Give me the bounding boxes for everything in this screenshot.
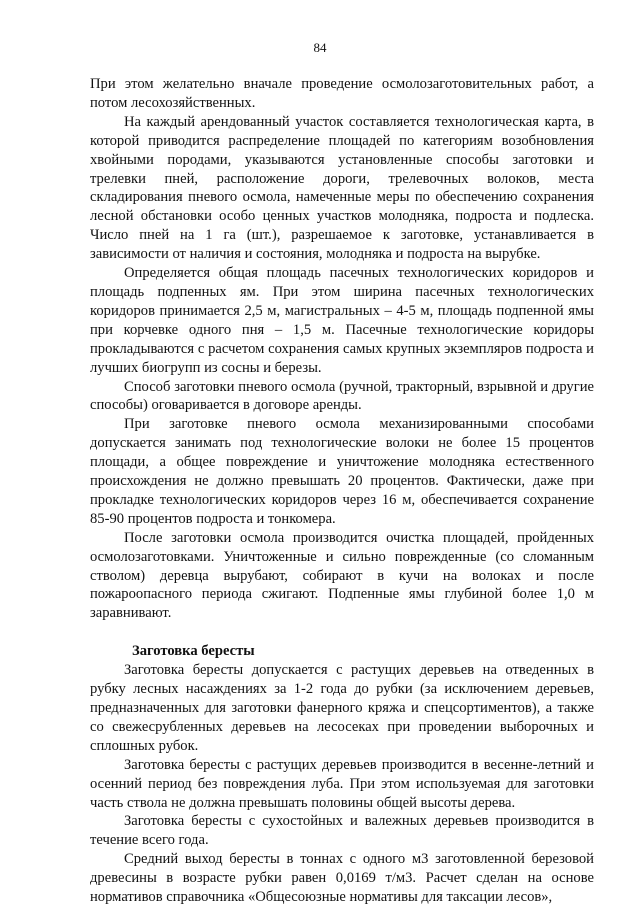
section-heading: Заготовка бересты	[132, 643, 255, 660]
paragraph: Способ заготовки пневого осмола (ручной, тракторный, взрывной и другие способы) оговаривается в договоре аренды.	[90, 378, 594, 414]
document-body	[90, 75, 594, 907]
page-number: 84	[313, 40, 327, 55]
paragraph: На каждый арендованный участок составляется технологическая карта, в которой приводится распределение площадей по категориям возобновления хвойными породами, указываются установленные способы заготовки и трелевки пней, расположение дороги, трелевочных волоков, места складирования пневого осмола, намеченные меры по обеспечению сохранения лесной обстановки особо ценных участков молодняка, подроста и подлеска. Число пней на 1 га (шт.), разрешаемое к заготовке, устанавливается в зависимости от наличия и состояния, молодняка и подроста на вырубке.	[90, 113, 594, 263]
paragraph: При заготовке пневого осмола механизированными способами допускается занимать под технологические волоки не более 15 процентов площади, а общее повреждение и уничтожение молодняка естественного происхождения не должно превышать 20 процентов. Фактически, даже при прокладке технологических коридоров через 16 м, обеспечивается сохранение 85-90 процентов подроста и тонкомера.	[90, 416, 594, 527]
paragraph: Средний выход бересты в тоннах с одного м3 заготовленной березовой древесины в возрасте рубки равен 0,0169 т/м3. Расчет сделан на основе нормативов справочника «Общесоюзные нормативы для таксации лесов»,	[90, 851, 594, 906]
paragraph: При этом желательно вначале проведение осмолозаготовительных работ, а потом лесохозяйственных.	[90, 76, 594, 111]
paragraph: Заготовка бересты с растущих деревьев производится в весенне-летний и осенний период без повреждения луба. При этом используемая для заготовки часть ствола не должна превышать половины общей высоты дерева.	[90, 756, 594, 811]
paragraph: Определяется общая площадь пасечных технологических коридоров и площадь подпенных ям. При этом ширина пасечных технологических коридоров принимается 2,5 м, магистральных – 4-5 м, площадь подпенной ямы при корчевке одного пня – 1,5 м. Пасечные технологические коридоры прокладываются с расчетом сохранения самых крупных экземпляров подроста и лучших биогрупп из сосны и березы.	[90, 265, 594, 376]
paragraph: После заготовки осмола производится очистка площадей, пройденных осмолозаготовками. Уничтоженные и сильно поврежденные (со сломанным стволом) деревца вырубают, собирают в кучи на волоках и после пожароопасного периода сжигают. Подпенные ямы глубиной более 1,0 м заравнивают.	[90, 529, 594, 622]
paragraph: Заготовка бересты с сухостойных и валежных деревьев производится в течение всего года.	[90, 813, 594, 849]
paragraph: Заготовка бересты допускается с растущих деревьев на отведенных в рубку лесных насаждениях за 1-2 года до рубки (за исключением деревьев, предназначенных для заготовки фанерного кряжа и спецсортиментов), а также со свежесрубленных деревьев на лесосеках при проведении выборочных и сплошных рубок.	[90, 662, 594, 754]
